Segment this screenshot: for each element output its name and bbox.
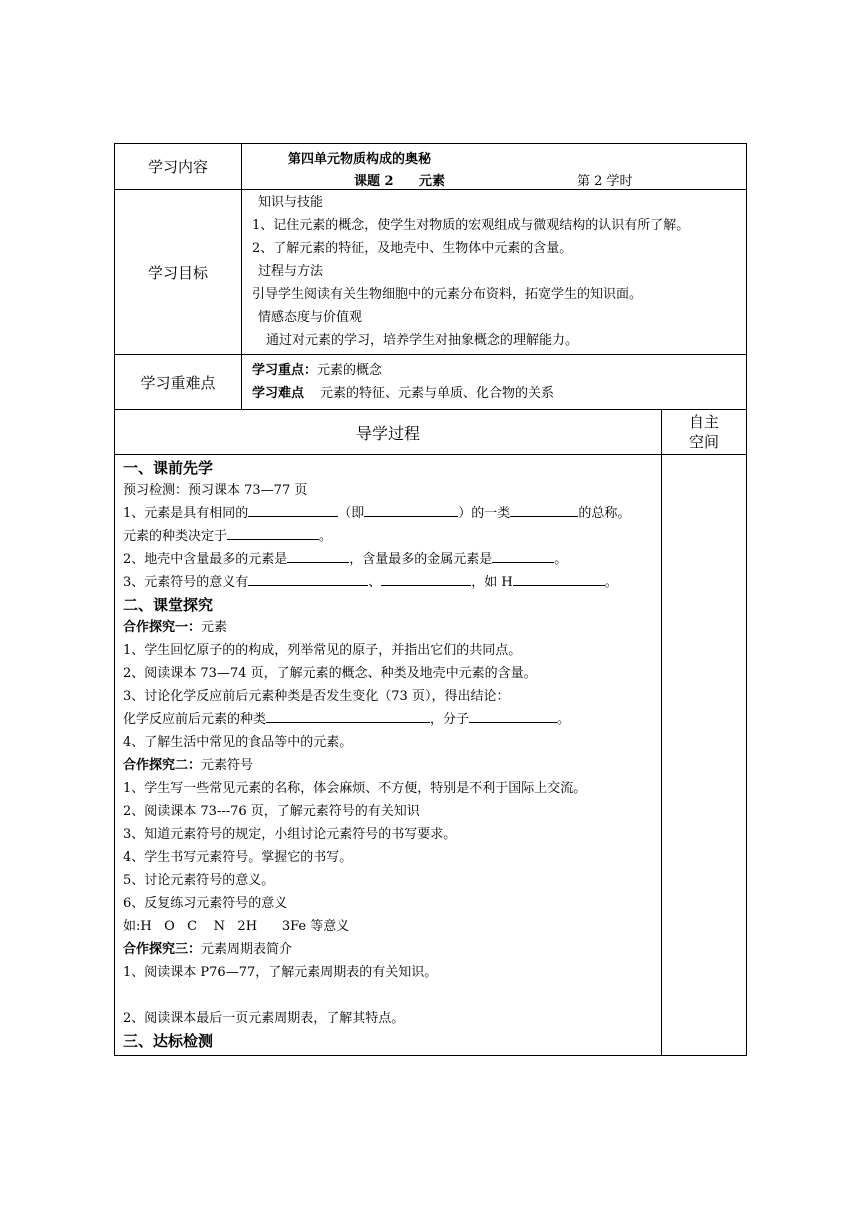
row-guide-header — [115, 410, 747, 455]
list-item: 6、反复练习元素符号的意义 — [123, 896, 288, 911]
coop-3-title: 元素周期表简介 — [201, 942, 293, 957]
answer-blank[interactable] — [266, 708, 430, 723]
goal-line: 2、了解元素的特征，及地壳中、生物体中元素的含量。 — [252, 241, 573, 256]
list-item: 3、知道元素符号的规定，小组讨论元素符号的书写要求。 — [123, 827, 457, 842]
section-pre-study-heading: 一、课前先学 — [123, 459, 214, 477]
study-goals-cell — [242, 190, 747, 355]
q1-text-e: 元素的种类决定于 — [123, 529, 228, 544]
q1-text-d: 的总称。 — [578, 506, 631, 521]
list-item: 如:H O C N 2H 3Fe 等意义 — [123, 919, 350, 934]
lesson-topic: 元素 — [419, 174, 446, 189]
answer-blank[interactable] — [513, 571, 605, 586]
focus-text: 元素的概念 — [317, 363, 383, 378]
q2-text-c: 。 — [554, 552, 568, 567]
row-study-goals — [115, 190, 747, 355]
answer-blank[interactable] — [510, 502, 578, 517]
q1-text-b: （即 — [338, 506, 365, 521]
guide-content-cell — [115, 455, 662, 1056]
q3-text-c: ，如 H — [471, 575, 513, 590]
conclusion-line — [123, 708, 661, 731]
list-item: 1、学生回忆原子的的构成，列举常见的原子，并指出它们的共同点。 — [123, 643, 522, 658]
lesson-hours: 第 2 学时 — [577, 174, 633, 189]
question-2 — [123, 548, 661, 571]
unit-title: 第四单元物质构成的奥秘 — [288, 152, 432, 167]
guide-process-title: 导学过程 — [115, 410, 662, 455]
q1-text-a: 1、元素是具有相同的 — [123, 506, 249, 521]
section-class-inquiry-heading: 二、课堂探究 — [123, 596, 214, 614]
self-space-line1: 自主 — [688, 413, 719, 431]
q2-text-b: ，含量最多的金属元素是 — [349, 552, 493, 567]
row-guide-content — [115, 455, 747, 1056]
difficulty-label: 学习难点 — [252, 386, 305, 401]
self-space-header — [662, 410, 747, 455]
goal-line: 通过对元素的学习，培养学生对抽象概念的理解能力。 — [266, 333, 579, 348]
study-content-cell — [242, 144, 747, 190]
lesson-plan-table-wrapper — [114, 143, 746, 1056]
q2-text-a: 2、地壳中含量最多的元素是 — [123, 552, 288, 567]
q3-text-a: 3、元素符号的意义有 — [123, 575, 249, 590]
study-content-label: 学习内容 — [115, 144, 242, 190]
list-item: 4、了解生活中常见的食品等中的元素。 — [123, 735, 353, 750]
key-points-label: 学习重难点 — [115, 355, 242, 410]
answer-blank[interactable] — [248, 502, 338, 517]
list-item: 5、讨论元素符号的意义。 — [123, 873, 275, 888]
coop-1-label: 合作探究一： — [123, 620, 202, 635]
answer-blank[interactable] — [287, 548, 349, 563]
q1-text-f: 。 — [319, 529, 333, 544]
row-study-content — [115, 144, 747, 190]
list-item: 4、学生书写元素符号。掌握它的书写。 — [123, 850, 353, 865]
goal-line: 1、记住元素的概念，使学生对物质的宏观组成与微观结构的认识有所了解。 — [252, 218, 690, 233]
key-points-cell — [242, 355, 747, 410]
focus-label: 学习重点： — [252, 363, 318, 378]
q3-text-d: 。 — [604, 575, 618, 590]
list-item: 2、阅读课本最后一页元素周期表，了解其特点。 — [123, 1011, 405, 1026]
list-item: 3、讨论化学反应前后元素种类是否发生变化（73 页），得出结论： — [123, 689, 510, 704]
coop-2-title: 元素符号 — [201, 758, 254, 773]
answer-blank[interactable] — [381, 571, 471, 586]
row-key-points — [115, 355, 747, 410]
section-assessment-heading: 三、达标检测 — [123, 1032, 214, 1050]
goal-heading-knowledge: 知识与技能 — [258, 195, 324, 210]
list-item: 1、阅读课本 P76—77，了解元素周期表的有关知识。 — [123, 965, 438, 980]
q3-text-b: 、 — [368, 575, 382, 590]
answer-blank[interactable] — [248, 571, 368, 586]
answer-blank[interactable] — [227, 525, 319, 540]
answer-blank[interactable] — [364, 502, 458, 517]
difficulty-text: 元素的特征、元素与单质、化合物的关系 — [320, 386, 555, 401]
goal-line: 引导学生阅读有关生物细胞中的元素分布资料，拓宽学生的知识面。 — [252, 287, 643, 302]
conclusion-text-a: 化学反应前后元素的种类 — [123, 712, 267, 727]
coop-2-label: 合作探究二： — [123, 758, 202, 773]
question-1-cont — [123, 525, 661, 548]
lesson-number: 课题 2 — [354, 174, 394, 189]
question-3 — [123, 571, 661, 594]
goal-heading-attitude: 情感态度与价值观 — [258, 310, 363, 325]
study-goals-label: 学习目标 — [115, 190, 242, 355]
self-space-line2: 空间 — [688, 433, 719, 451]
q1-text-c: ）的一类 — [458, 506, 511, 521]
coop-3-label: 合作探究三： — [123, 942, 202, 957]
self-space-column — [662, 455, 747, 1056]
list-item: 1、学生写一些常见元素的名称，体会麻烦、不方便，特别是不利于国际上交流。 — [123, 781, 587, 796]
coop-1-title: 元素 — [201, 620, 228, 635]
question-1 — [123, 502, 661, 525]
conclusion-text-c: 。 — [557, 712, 571, 727]
conclusion-text-b: ，分子 — [430, 712, 470, 727]
list-item: 2、阅读课本 73---76 页，了解元素符号的有关知识 — [123, 804, 420, 819]
answer-blank[interactable] — [492, 548, 554, 563]
lesson-plan-table — [114, 143, 747, 1056]
goal-heading-process: 过程与方法 — [258, 264, 324, 279]
list-item: 2、阅读课本 73—74 页，了解元素的概念、种类及地壳中元素的含量。 — [123, 666, 537, 681]
answer-blank[interactable] — [469, 708, 557, 723]
preview-check: 预习检测：预习课本 73—77 页 — [123, 483, 308, 498]
